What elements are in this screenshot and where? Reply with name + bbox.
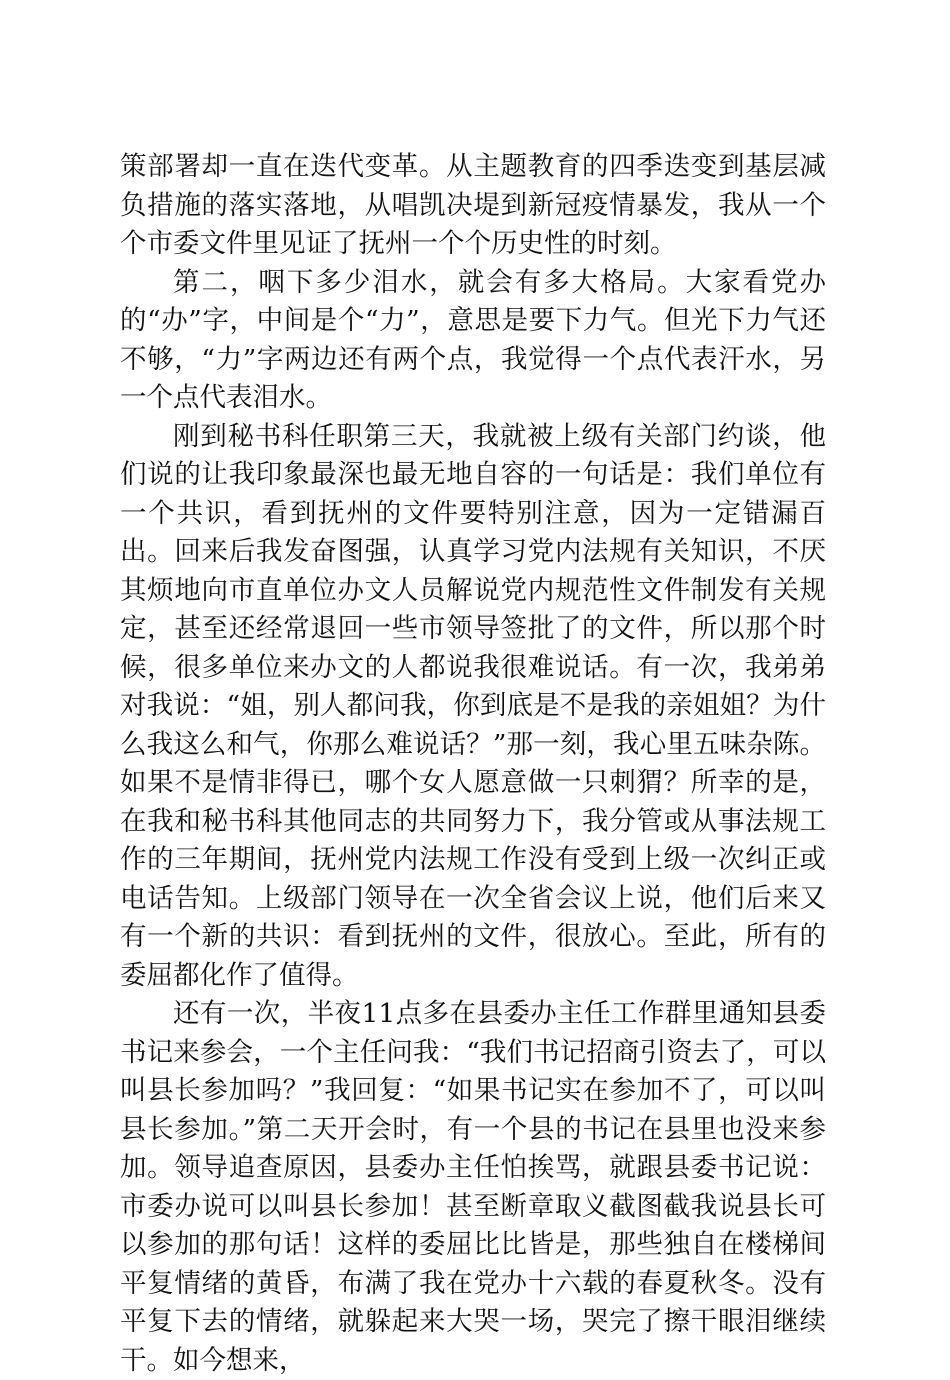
paragraph-1: 策部署却一直在迭代变革。从主题教育的四季迭变到基层减负措施的落实落地，从唱凯决堤到新冠疫情暴发，我从一个个市委文件里见证了抚州一个个历史性的时刻。	[120, 151, 826, 259]
paragraph-4: 还有一次，半夜11点多在县委办主任工作群里通知县委书记来参会，一个主任问我：“我们书记招商引资去了，可以叫县长参加吗？”我回复：“如果书记实在参加不了，可以叫县长参加。”第二天开会时，有一个县的书记在县里也没来参加。领导追查原因，县委办主任怕挨骂，就跟县委书记说：市委办说可以叫县长参加！甚至断章取义截图截我说县长可以参加的那句话！这样的委屈比比皆是，那些独自在楼梯间平复情绪的黄昏，布满了我在党办十六载的春夏秋冬。没有平复下去的情绪，就躲起来大哭一场，哭完了擦干眼泪继续干。如今想来，	[120, 998, 826, 1376]
paragraph-3: 刚到秘书科任职第三天，我就被上级有关部门约谈，他们说的让我印象最深也最无地自容的一句话是：我们单位有一个共识，看到抚州的文件要特别注意，因为一定错漏百出。回来后我发奋图强，认真学习党内法规有关知识，不厌其烦地向市直单位办文人员解说党内规范性文件制发有关规定，甚至还经常退回一些市领导签批了的文件，所以那个时候，很多单位来办文的人都说我很难说话。有一次，我弟弟对我说：“姐，别人都问我，你到底是不是我的亲姐姐？为什么我这么和气，你那么难说话？”那一刻，我心里五味杂陈。如果不是情非得已，哪个女人愿意做一只刺猬？所幸的是，在我和秘书科其他同志的共同努力下，我分管或从事法规工作的三年期间，抚州党内法规工作没有受到上级一次纠正或电话告知。上级部门领导在一次全省会议上说，他们后来又有一个新的共识：看到抚州的文件，很放心。至此，所有的委屈都化作了值得。	[120, 420, 826, 991]
document-body	[120, 148, 826, 1380]
paragraph-2: 第二，咽下多少泪水，就会有多大格局。大家看党办的“办”字，中间是个“力”，意思是要下力气。但光下力气还不够，“力”字两边还有两个点，我觉得一个点代表汗水，另一个点代表泪水。	[120, 266, 826, 413]
